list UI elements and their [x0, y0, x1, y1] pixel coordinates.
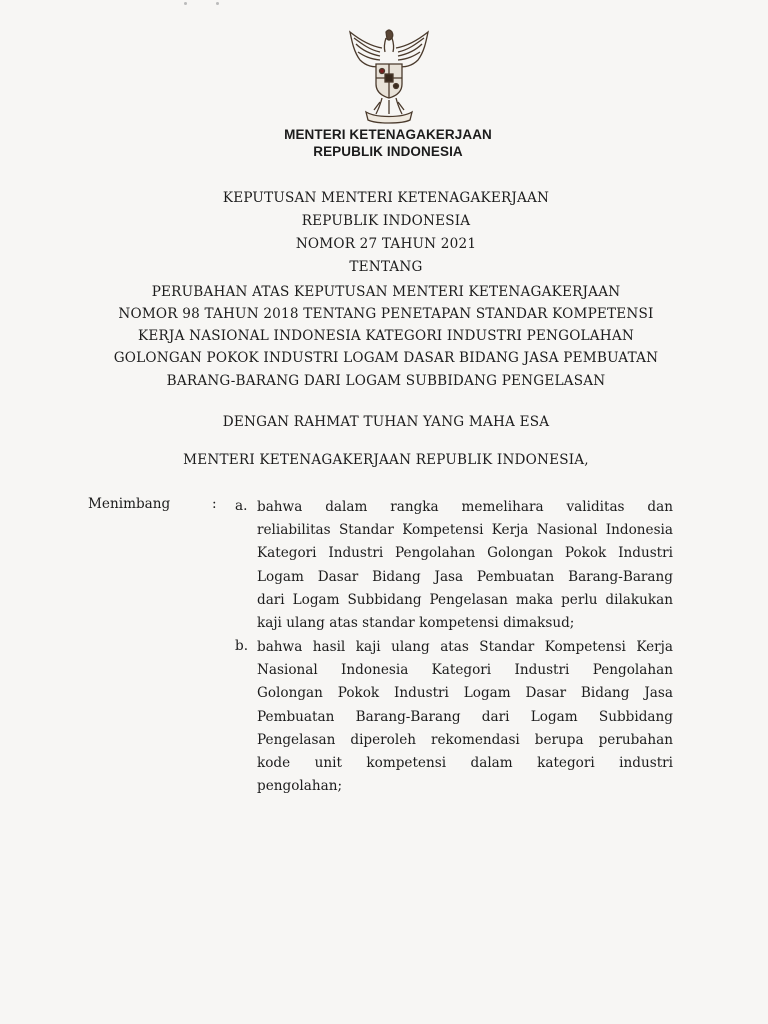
authority-line: MENTERI KETENAGAKERJAAN REPUBLIK INDONESIA, — [183, 452, 589, 468]
paragraph-line: bahwa dalam rangka memelihara validitas dan — [257, 499, 673, 515]
decree-about: TENTANG — [349, 259, 423, 275]
consideration-item-b — [257, 636, 673, 798]
paragraph-line: pengolahan; — [257, 778, 343, 795]
paragraph-line: Kategori Industri Pengolahan Golongan Pokok Industri — [257, 545, 673, 562]
paragraph-line: Nasional Indonesia Kategori Industri Pengolahan — [257, 662, 673, 679]
paragraph-line: dari Logam Subbidang Pengelasan maka perlu dilakukan — [257, 591, 673, 608]
paragraph-line: Golongan Pokok Industri Logam Dasar Bidang Jasa — [257, 685, 673, 702]
subject-line: PERUBAHAN ATAS KEPUTUSAN MENTERI KETENAGAKERJAAN — [151, 284, 621, 300]
subject-line: NOMOR 98 TAHUN 2018 TENTANG PENETAPAN STANDAR KOMPETENSI — [118, 306, 654, 322]
paragraph-line: reliabilitas Standar Kompetensi Kerja Nasional Indonesia — [257, 522, 673, 539]
paragraph-line: Pembuatan Barang-Barang dari Logam Subbidang — [257, 708, 673, 725]
letterhead-line-2: REPUBLIK INDONESIA — [313, 144, 463, 159]
paragraph-line: kode unit kompetensi dalam kategori industri — [257, 755, 673, 772]
subject-line: GOLONGAN POKOK INDUSTRI LOGAM DASAR BIDANG JASA PEMBUATAN — [113, 350, 659, 366]
subject-line: KERJA NASIONAL INDONESIA KATEGORI INDUSTRI PENGOLAHAN — [138, 328, 634, 344]
subject-line: BARANG-BARANG DARI LOGAM SUBBIDANG PENGELASAN — [166, 373, 606, 389]
paragraph-line: Logam Dasar Bidang Jasa Pembuatan Barang-Barang — [257, 568, 673, 585]
paragraph-line: Pengelasan diperoleh rekomendasi berupa perubahan — [257, 731, 673, 748]
decree-title: KEPUTUSAN MENTERI KETENAGAKERJAAN — [222, 190, 550, 206]
considering-label: Menimbang — [88, 496, 171, 512]
item-letter-b: b. — [235, 638, 249, 654]
item-letter-a: a. — [235, 498, 248, 514]
blessing-line: DENGAN RAHMAT TUHAN YANG MAHA ESA — [222, 414, 550, 430]
scan-speck — [184, 2, 187, 5]
decree-number: NOMOR 27 TAHUN 2021 — [295, 236, 477, 252]
consideration-item-a — [257, 496, 673, 635]
considering-colon: : — [212, 496, 217, 512]
paragraph-line: kaji ulang atas standar kompetensi dimaksud; — [257, 615, 575, 632]
letterhead-line-1: MENTERI KETENAGAKERJAAN — [284, 127, 492, 142]
scan-speck — [216, 2, 219, 5]
paragraph-line: bahwa hasil kaji ulang atas Standar Kompetensi Kerja — [257, 639, 673, 655]
decree-country: REPUBLIK INDONESIA — [301, 213, 471, 229]
garuda-emblem-icon — [340, 26, 438, 126]
